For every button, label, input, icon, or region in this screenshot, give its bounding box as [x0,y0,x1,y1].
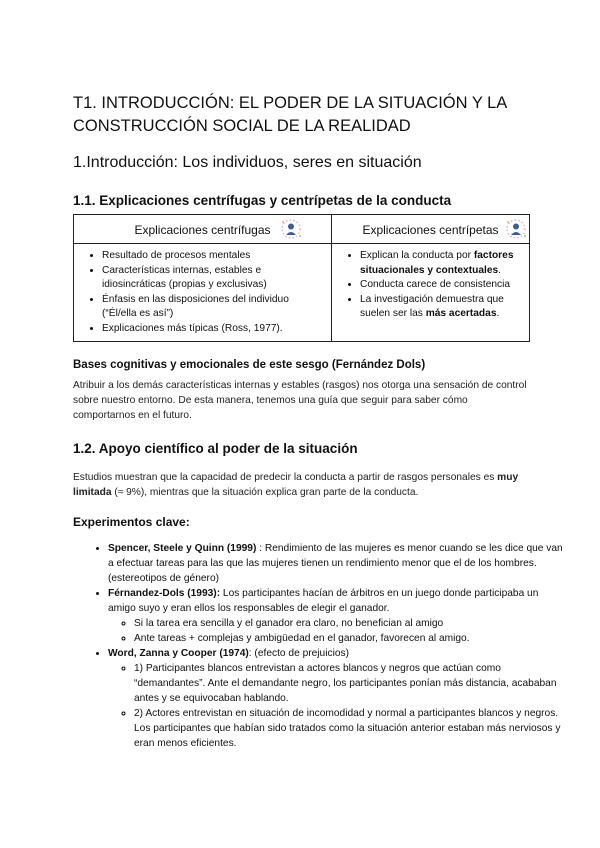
table-header-centrifugas [74,215,332,244]
subsection-heading-apoyo: 1.2. Apoyo científico al poder de la situación [73,441,358,456]
table-cell-centripetas [332,244,530,342]
subsection-heading-explicaciones: 1.1. Explicaciones centrífugas y centrípetas de la conducta [73,193,452,208]
list-item: ◦ 1) Participantes blancos entrevistan a actores blancos y negros que actúan como “demandantes”. Ante el demandante negro, los participantes ponían más distancia, acababan antes y se equivocaban hablando. [134,661,568,706]
sub-list [108,661,568,751]
section-heading-introduccion: 1.Introducción: Los individuos, seres en situación [73,154,422,171]
bases-heading: Bases cognitivas y emocionales de este sesgo (Fernández Dols) [73,359,426,371]
experiments-list [73,541,568,751]
list-item: ◦ Ante tareas + complejas y ambigüedad en el ganador, favorecen al amigo. [134,631,568,646]
person-avatar-icon [279,218,303,240]
apoyo-paragraph: Estudios muestran que la capacidad de predecir la conducta a partir de rasgos personales es muy limitada (≈ 9%), mientras que la situación explica gran parte de la conducta. [73,472,519,498]
list-item: • Explicaciones más típicas (Ross, 1977). [102,322,325,337]
list-item: • Spencer, Steele y Quinn (1999) : Rendimiento de las mujeres es menor cuando se les dice que van a efectuar tareas para las que las mujeres tienen un rendimiento menor que el de los hombres. (estereotipos de género) [108,541,568,586]
list-item: • Características internas, estables e idiosincráticas (propias y exclusivas) [102,264,325,293]
list-item: • Férnandez-Dols (1993): Los participantes hacían de árbitros en un juego donde participaba un amigo suyo y eran ellos los responsables de elegir el ganador. ◦ Si la tarea era sencilla y el ganador era claro, no benefician al amigo ◦ Ante tareas + complejas y ambigüedad en el ganador, favorecen al amigo. [108,586,568,646]
table-header-centripetas [332,215,530,244]
centrifugas-list [74,244,331,341]
list-item: • La investigación demuestra que suelen ser las más acertadas. [360,293,523,322]
list-item: • Conducta carece de consistencia [360,278,523,293]
table-header-centrifugas-label: Explicaciones centrífugas [134,223,271,237]
table-cell-centrifugas [74,244,332,342]
list-item: ◦ Si la tarea era sencilla y el ganador era claro, no benefician al amigo [134,616,568,631]
person-avatar-icon [504,218,528,240]
bases-paragraph: Atribuir a los demás características internas y estables (rasgos) nos otorga una sensación de control sobre nuestro entorno. De esta manera, tenemos una guía que seguir para saber cómo comportarnos en el futuro. [73,380,527,421]
comparison-table [73,214,530,342]
list-item: ◦ 2) Actores entrevistan en situación de incomodidad y normal a participantes blancos y negros. Los participantes que habían sido tratados como la situación anterior estaban más nerviosos y eran menos eficientes. [134,706,568,751]
centripetas-list [332,244,529,327]
list-item: • Énfasis en las disposiciones del individuo (“Él/ella es así”) [102,293,325,322]
document-title: T1. INTRODUCCIÓN: EL PODER DE LA SITUACIÓN Y LA CONSTRUCCIÓN SOCIAL DE LA REALIDAD [73,94,507,135]
list-item: • Word, Zanna y Cooper (1974): (efecto de prejuicios) ◦ 1) Participantes blancos entrevistan a actores blancos y negros que actúan como “demandantes”. Ante el demandante negro, los participantes ponían más distancia, acababan antes y se equivocaban hablando. ◦ 2) Actores entrevistan en situación de incomodidad y normal a participantes blancos y negros. Los participantes que habían sido tratados como la situación anterior estaban más nerviosos y eran menos eficientes. [108,646,568,751]
list-item: • Explican la conducta por factores situacionales y contextuales. [360,249,523,278]
list-item: • Resultado de procesos mentales [102,249,325,264]
table-header-centripetas-label: Explicaciones centrípetas [362,223,499,237]
sub-list [108,616,568,646]
experiments-heading: Experimentos clave: [73,515,190,529]
